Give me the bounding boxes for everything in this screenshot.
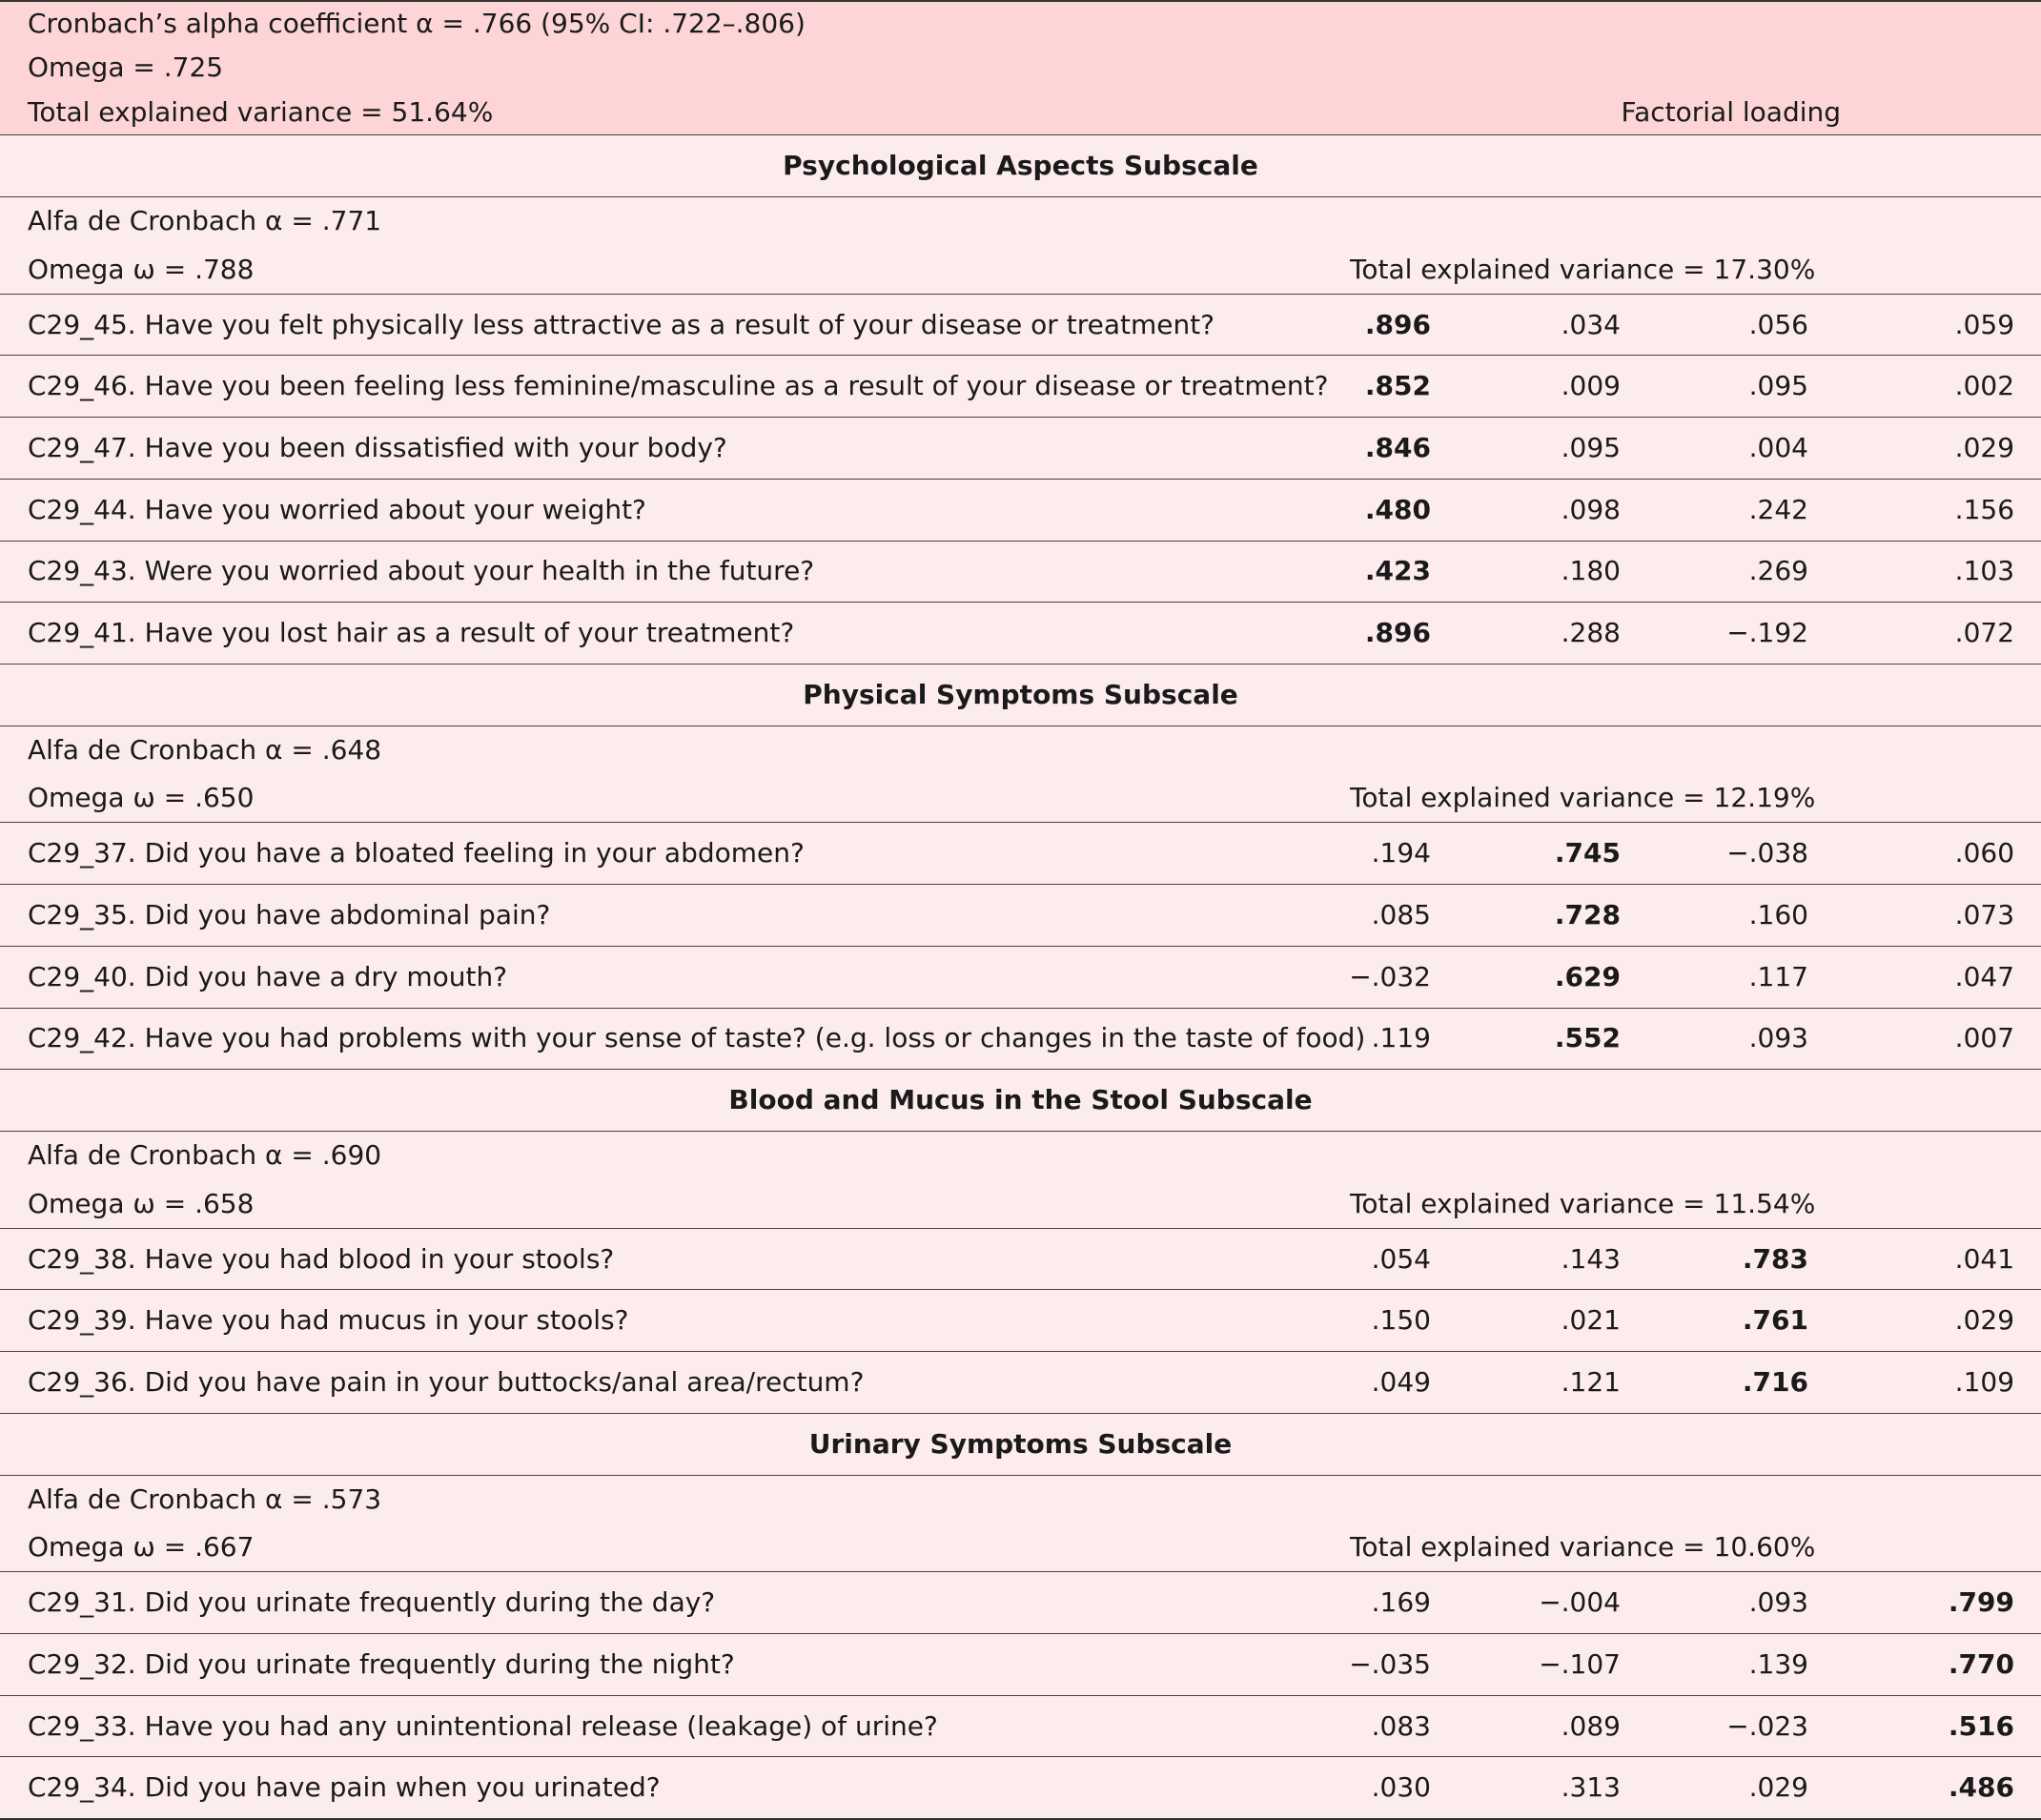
factor-4-loading: .486 <box>1835 1757 2041 1819</box>
item-label: C29_44. Have you worried about your weight? <box>0 479 1325 541</box>
table-row <box>0 1352 2041 1414</box>
item-label: C29_41. Have you lost hair as a result of your treatment? <box>0 603 1325 665</box>
factor-2-loading: .098 <box>1460 479 1647 541</box>
factor-1-loading: .896 <box>1325 294 1460 356</box>
factor-1-loading: .194 <box>1325 823 1460 885</box>
factor-2-loading: .034 <box>1460 294 1647 356</box>
factor-3-loading: .242 <box>1647 479 1835 541</box>
factor-1-loading: .852 <box>1325 356 1460 418</box>
item-label: C29_35. Did you have abdominal pain? <box>0 885 1325 947</box>
item-label: C29_45. Have you felt physically less attractive as a result of your disease or treatment? <box>0 294 1325 356</box>
factor-3-loading: .716 <box>1647 1352 1835 1414</box>
factor-2-loading: −.107 <box>1460 1633 1647 1695</box>
table-row <box>0 1633 2041 1695</box>
factor-4-loading: .060 <box>1835 823 2041 885</box>
factor-1-loading: −.035 <box>1325 1633 1460 1695</box>
factor-2-loading: .745 <box>1460 823 1647 885</box>
factor-4-loading: .047 <box>1835 946 2041 1008</box>
subscale-omega: Omega ω = .788 <box>0 246 1325 294</box>
subscale-alpha-row <box>0 196 2041 245</box>
factor-3-loading: .095 <box>1647 356 1835 418</box>
factor-4-loading: .029 <box>1835 418 2041 480</box>
factor-3-loading: −.038 <box>1647 823 1835 885</box>
factor-2-loading: .095 <box>1460 418 1647 480</box>
omega-label: Omega = .725 <box>0 45 2041 90</box>
subscale-title-row <box>0 664 2041 726</box>
table-row <box>0 885 2041 947</box>
subscale-omega-row <box>0 246 2041 294</box>
factor-4-loading: .516 <box>1835 1695 2041 1757</box>
subscale-alpha: Alfa de Cronbach α = .648 <box>0 726 2041 774</box>
item-label: C29_34. Did you have pain when you urinated? <box>0 1757 1325 1819</box>
factor-3-loading: .783 <box>1647 1228 1835 1290</box>
table-row <box>0 1008 2041 1070</box>
factor-4-loading: .770 <box>1835 1633 2041 1695</box>
factor-4-loading: .156 <box>1835 479 2041 541</box>
subscale-alpha: Alfa de Cronbach α = .573 <box>0 1475 2041 1523</box>
factor-3-loading: .269 <box>1647 541 1835 603</box>
factor-4-loading: .073 <box>1835 885 2041 947</box>
factor-2-loading: .629 <box>1460 946 1647 1008</box>
header-row <box>0 1 2041 45</box>
subscale-omega-row <box>0 775 2041 823</box>
subscale-variance: Total explained variance = 17.30% <box>1325 246 2041 294</box>
item-label: C29_42. Have you had problems with your sense of taste? (e.g. loss or changes in the taste of food) <box>0 1008 1325 1070</box>
table-row <box>0 1757 2041 1819</box>
subscale-omega-row <box>0 1180 2041 1228</box>
factor-1-loading: .119 <box>1325 1008 1460 1070</box>
table-row <box>0 541 2041 603</box>
subscale-alpha-row <box>0 1131 2041 1179</box>
subscale-variance: Total explained variance = 11.54% <box>1325 1180 2041 1228</box>
table-row <box>0 1290 2041 1352</box>
factor-4-loading: .041 <box>1835 1228 2041 1290</box>
subscale-variance: Total explained variance = 10.60% <box>1325 1523 2041 1571</box>
factor-2-loading: .143 <box>1460 1228 1647 1290</box>
factor-1-loading: .054 <box>1325 1228 1460 1290</box>
factor-2-loading: .021 <box>1460 1290 1647 1352</box>
table-row <box>0 479 2041 541</box>
item-label: C29_36. Did you have pain in your buttocks/anal area/rectum? <box>0 1352 1325 1414</box>
table-row <box>0 356 2041 418</box>
factor-4-loading: .799 <box>1835 1572 2041 1634</box>
subscale-variance: Total explained variance = 12.19% <box>1325 775 2041 823</box>
factor-2-loading: −.004 <box>1460 1572 1647 1634</box>
alpha-coefficient-label: Cronbach’s alpha coefficient α = .766 (95% CI: .722–.806) <box>0 1 2041 45</box>
factor-2-loading: .728 <box>1460 885 1647 947</box>
factor-1-loading: −.032 <box>1325 946 1460 1008</box>
table-row <box>0 823 2041 885</box>
factor-3-loading: −.192 <box>1647 603 1835 665</box>
factor-1-loading: .083 <box>1325 1695 1460 1757</box>
factor-4-loading: .029 <box>1835 1290 2041 1352</box>
item-label: C29_32. Did you urinate frequently during the night? <box>0 1633 1325 1695</box>
item-label: C29_40. Did you have a dry mouth? <box>0 946 1325 1008</box>
subscale-title: Blood and Mucus in the Stool Subscale <box>0 1070 2041 1132</box>
factor-2-loading: .313 <box>1460 1757 1647 1819</box>
subscale-title-row <box>0 1070 2041 1132</box>
subscale-alpha: Alfa de Cronbach α = .771 <box>0 196 2041 245</box>
factor-3-loading: .117 <box>1647 946 1835 1008</box>
factor-4-loading: .059 <box>1835 294 2041 356</box>
factor-2-loading: .288 <box>1460 603 1647 665</box>
table-row <box>0 1572 2041 1634</box>
subscale-omega: Omega ω = .650 <box>0 775 1325 823</box>
factor-1-loading: .049 <box>1325 1352 1460 1414</box>
factor-4-loading: .103 <box>1835 541 2041 603</box>
item-label: C29_33. Have you had any unintentional release (leakage) of urine? <box>0 1695 1325 1757</box>
factor-4-loading: .002 <box>1835 356 2041 418</box>
factor-1-loading: .085 <box>1325 885 1460 947</box>
factor-3-loading: .029 <box>1647 1757 1835 1819</box>
header-row <box>0 45 2041 90</box>
factor-4-loading: .007 <box>1835 1008 2041 1070</box>
factorial-loading-label: Factorial loading <box>1325 90 2041 134</box>
item-label: C29_47. Have you been dissatisfied with your body? <box>0 418 1325 480</box>
factor-1-loading: .150 <box>1325 1290 1460 1352</box>
table-row <box>0 418 2041 480</box>
subscale-omega: Omega ω = .667 <box>0 1523 1325 1571</box>
item-label: C29_46. Have you been feeling less feminine/masculine as a result of your disease or treatment? <box>0 356 1325 418</box>
factor-1-loading: .846 <box>1325 418 1460 480</box>
table-row <box>0 603 2041 665</box>
factor-3-loading: .160 <box>1647 885 1835 947</box>
total-variance-label: Total explained variance = 51.64% <box>0 90 1325 134</box>
factor-3-loading: .056 <box>1647 294 1835 356</box>
subscale-omega: Omega ω = .658 <box>0 1180 1325 1228</box>
header-row <box>0 90 2041 134</box>
factor-3-loading: .093 <box>1647 1572 1835 1634</box>
factor-2-loading: .121 <box>1460 1352 1647 1414</box>
subscale-alpha-row <box>0 1475 2041 1523</box>
subscale-title: Physical Symptoms Subscale <box>0 664 2041 726</box>
item-label: C29_38. Have you had blood in your stools? <box>0 1228 1325 1290</box>
factor-3-loading: .761 <box>1647 1290 1835 1352</box>
factor-1-loading: .030 <box>1325 1757 1460 1819</box>
factor-3-loading: .139 <box>1647 1633 1835 1695</box>
factor-2-loading: .009 <box>1460 356 1647 418</box>
table-row <box>0 1228 2041 1290</box>
item-label: C29_37. Did you have a bloated feeling in your abdomen? <box>0 823 1325 885</box>
factor-2-loading: .180 <box>1460 541 1647 603</box>
subscale-alpha-row <box>0 726 2041 774</box>
subscale-title: Psychological Aspects Subscale <box>0 135 2041 197</box>
factor-1-loading: .480 <box>1325 479 1460 541</box>
subscale-title: Urinary Symptoms Subscale <box>0 1413 2041 1475</box>
table-row <box>0 946 2041 1008</box>
factor-1-loading: .169 <box>1325 1572 1460 1634</box>
factor-2-loading: .089 <box>1460 1695 1647 1757</box>
table-row <box>0 1695 2041 1757</box>
factor-2-loading: .552 <box>1460 1008 1647 1070</box>
factor-3-loading: .004 <box>1647 418 1835 480</box>
subscale-omega-row <box>0 1523 2041 1571</box>
subscale-title-row <box>0 135 2041 197</box>
factor-4-loading: .072 <box>1835 603 2041 665</box>
factor-3-loading: .093 <box>1647 1008 1835 1070</box>
subscale-title-row <box>0 1413 2041 1475</box>
factor-1-loading: .423 <box>1325 541 1460 603</box>
subscale-alpha: Alfa de Cronbach α = .690 <box>0 1131 2041 1179</box>
factor-1-loading: .896 <box>1325 603 1460 665</box>
item-label: C29_39. Have you had mucus in your stools? <box>0 1290 1325 1352</box>
item-label: C29_43. Were you worried about your health in the future? <box>0 541 1325 603</box>
factor-3-loading: −.023 <box>1647 1695 1835 1757</box>
table-row <box>0 294 2041 356</box>
item-label: C29_31. Did you urinate frequently during the day? <box>0 1572 1325 1634</box>
factor-4-loading: .109 <box>1835 1352 2041 1414</box>
table-body <box>0 1 2041 1819</box>
